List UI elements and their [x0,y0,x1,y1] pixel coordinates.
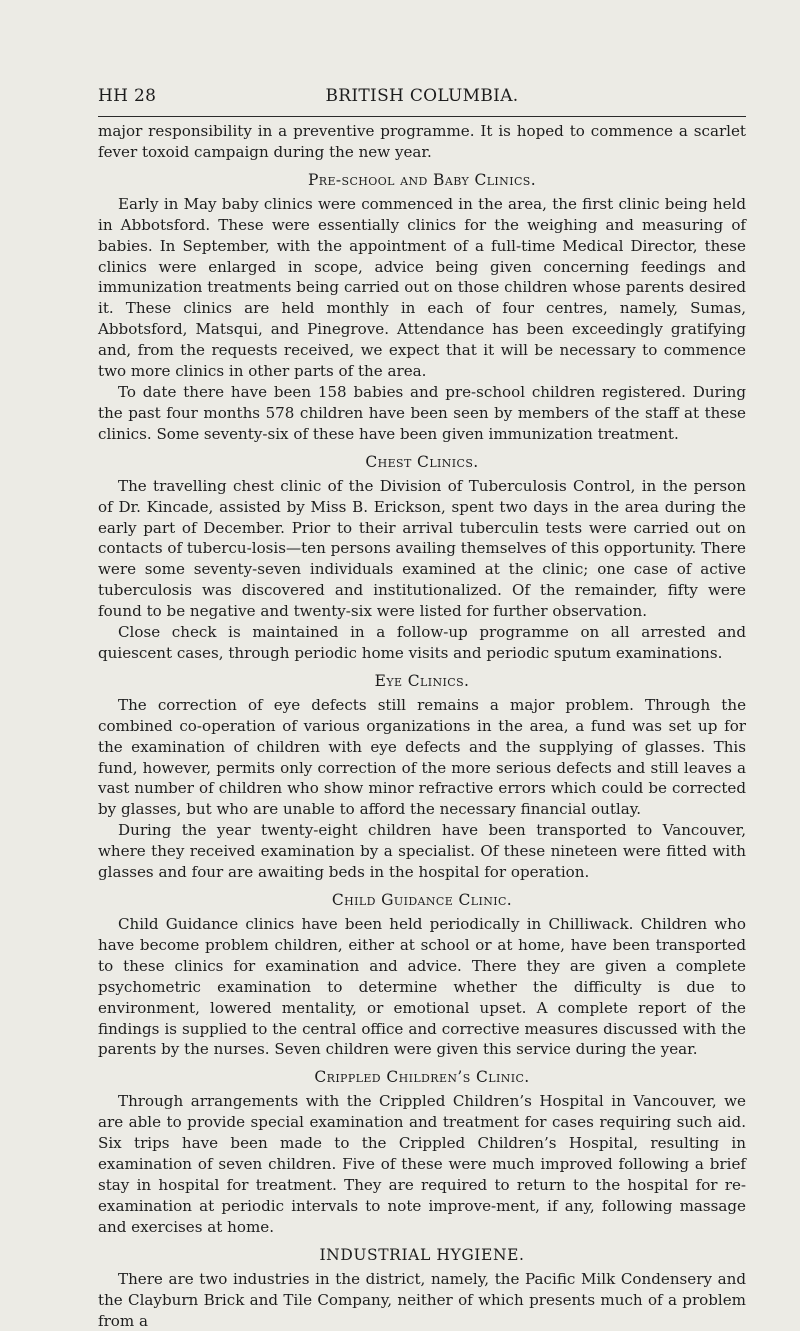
document-body [98,121,746,1331]
paragraph: Close check is maintained in a follow-up programme on all arrested and quiescent cases, through periodic home visits and periodic sputum examinations. [98,623,746,662]
page-header [98,86,746,108]
paragraph: Early in May baby clinics were commenced in the area, the first clinic being held in Abbotsford. These were essentially clinics for the weighing and measuring of babies. In September, with the appointment of a full-time Medical Director, these clinics were enlarged in scope, advice being given concerning feedings and immunization treatments being carried out on those children whose parents desired it. These clinics are held monthly in each of four centres, namely, Sumas, Abbotsford, Matsqui, and Pinegrove. Attendance has been exceedingly gratifying and, from the requests received, we expect that it will be necessary to commence two more clinics in other parts of the area. [98,194,746,381]
paragraph: During the year twenty-eight children have been transported to Vancouver, where they received examination by a specialist. Of these nineteen were fitted with glasses and four are awaiting beds in the hospital for operation. [98,821,746,882]
section-heading-eye: Eye Clinics. [374,671,470,690]
section-heading-guidance: Child Guidance Clinic. [331,891,513,909]
section-heading-preschool: Pre-school and Baby Clinics. [307,170,537,189]
section-heading-crippled: Crippled Children’s Clinic. [314,1068,530,1087]
section-heading-chest: Chest Clinics. [365,452,479,471]
paragraph: The correction of eye defects still remains a major problem. Through the combined co-operation of various organizations in the area, a fund was set up for the examination of children with eye defects and the supplying of glasses. This fund, however, permits only correction of the more serious defects and still leaves a vast number of children who show minor refractive errors which could be corrected by glasses, but who are unable to afford the necessary financial outlay. [98,695,746,819]
running-title: BRITISH COLUMBIA. [325,86,519,106]
section-heading-industrial: INDUSTRIAL HYGIENE. [319,1245,525,1264]
page-number: HH 28 [98,86,157,106]
paragraph: The travelling chest clinic of the Division of Tuberculosis Control, in the person of Dr. Kincade, assisted by Miss B. Erickson, spent two days in the area during the early part of December. Prior to their arrival tuberculin tests were carried out on contacts of tubercu-losis—ten persons availing themselves of this opportunity. There were some seventy-seven individuals examined at the clinic; one case of active tuberculosis was discovered and institutionalized. Of the remainder, fifty were found to be negative and twenty-six were listed for further observation. [98,476,746,621]
paragraph: Child Guidance clinics have been held periodically in Chilliwack. Children who have become problem children, either at school or at home, have been transported to these clinics for examination and advice. There they are given a complete psychometric examination to determine whether the difficulty is due to environment, lowered mentality, or emotional upset. A complete report of the findings is supplied to the central office and corrective measures discussed with the parents by the nurses. Seven children were given this service during the year. [98,915,746,1059]
paragraph: Through arrangements with the Crippled Children’s Hospital in Vancouver, we are able to provide special examination and treatment for cases requiring such aid. Six trips have been made to the Crippled Children’s Hospital, resulting in examination of seven children. Five of these were much improved following a brief stay in hospital for treatment. They are required to return to the hospital for re-examination at periodic intervals to note improve-ment, if any, following massage and exercises at home. [98,1092,746,1236]
paragraph: There are two industries in the district, namely, the Pacific Milk Condensery and the Clayburn Brick and Tile Company, neither of which presents much of a problem from a [98,1269,746,1330]
paragraph: To date there have been 158 babies and pre-school children registered. During the past four months 578 children have been seen by members of the staff at these clinics. Some seventy-six of these have been given immunization treatment. [98,382,746,443]
intro-paragraph: major responsibility in a preventive programme. It is hoped to commence a scarlet fever toxoid campaign during the new year. [98,122,746,161]
header-rule [98,116,746,117]
